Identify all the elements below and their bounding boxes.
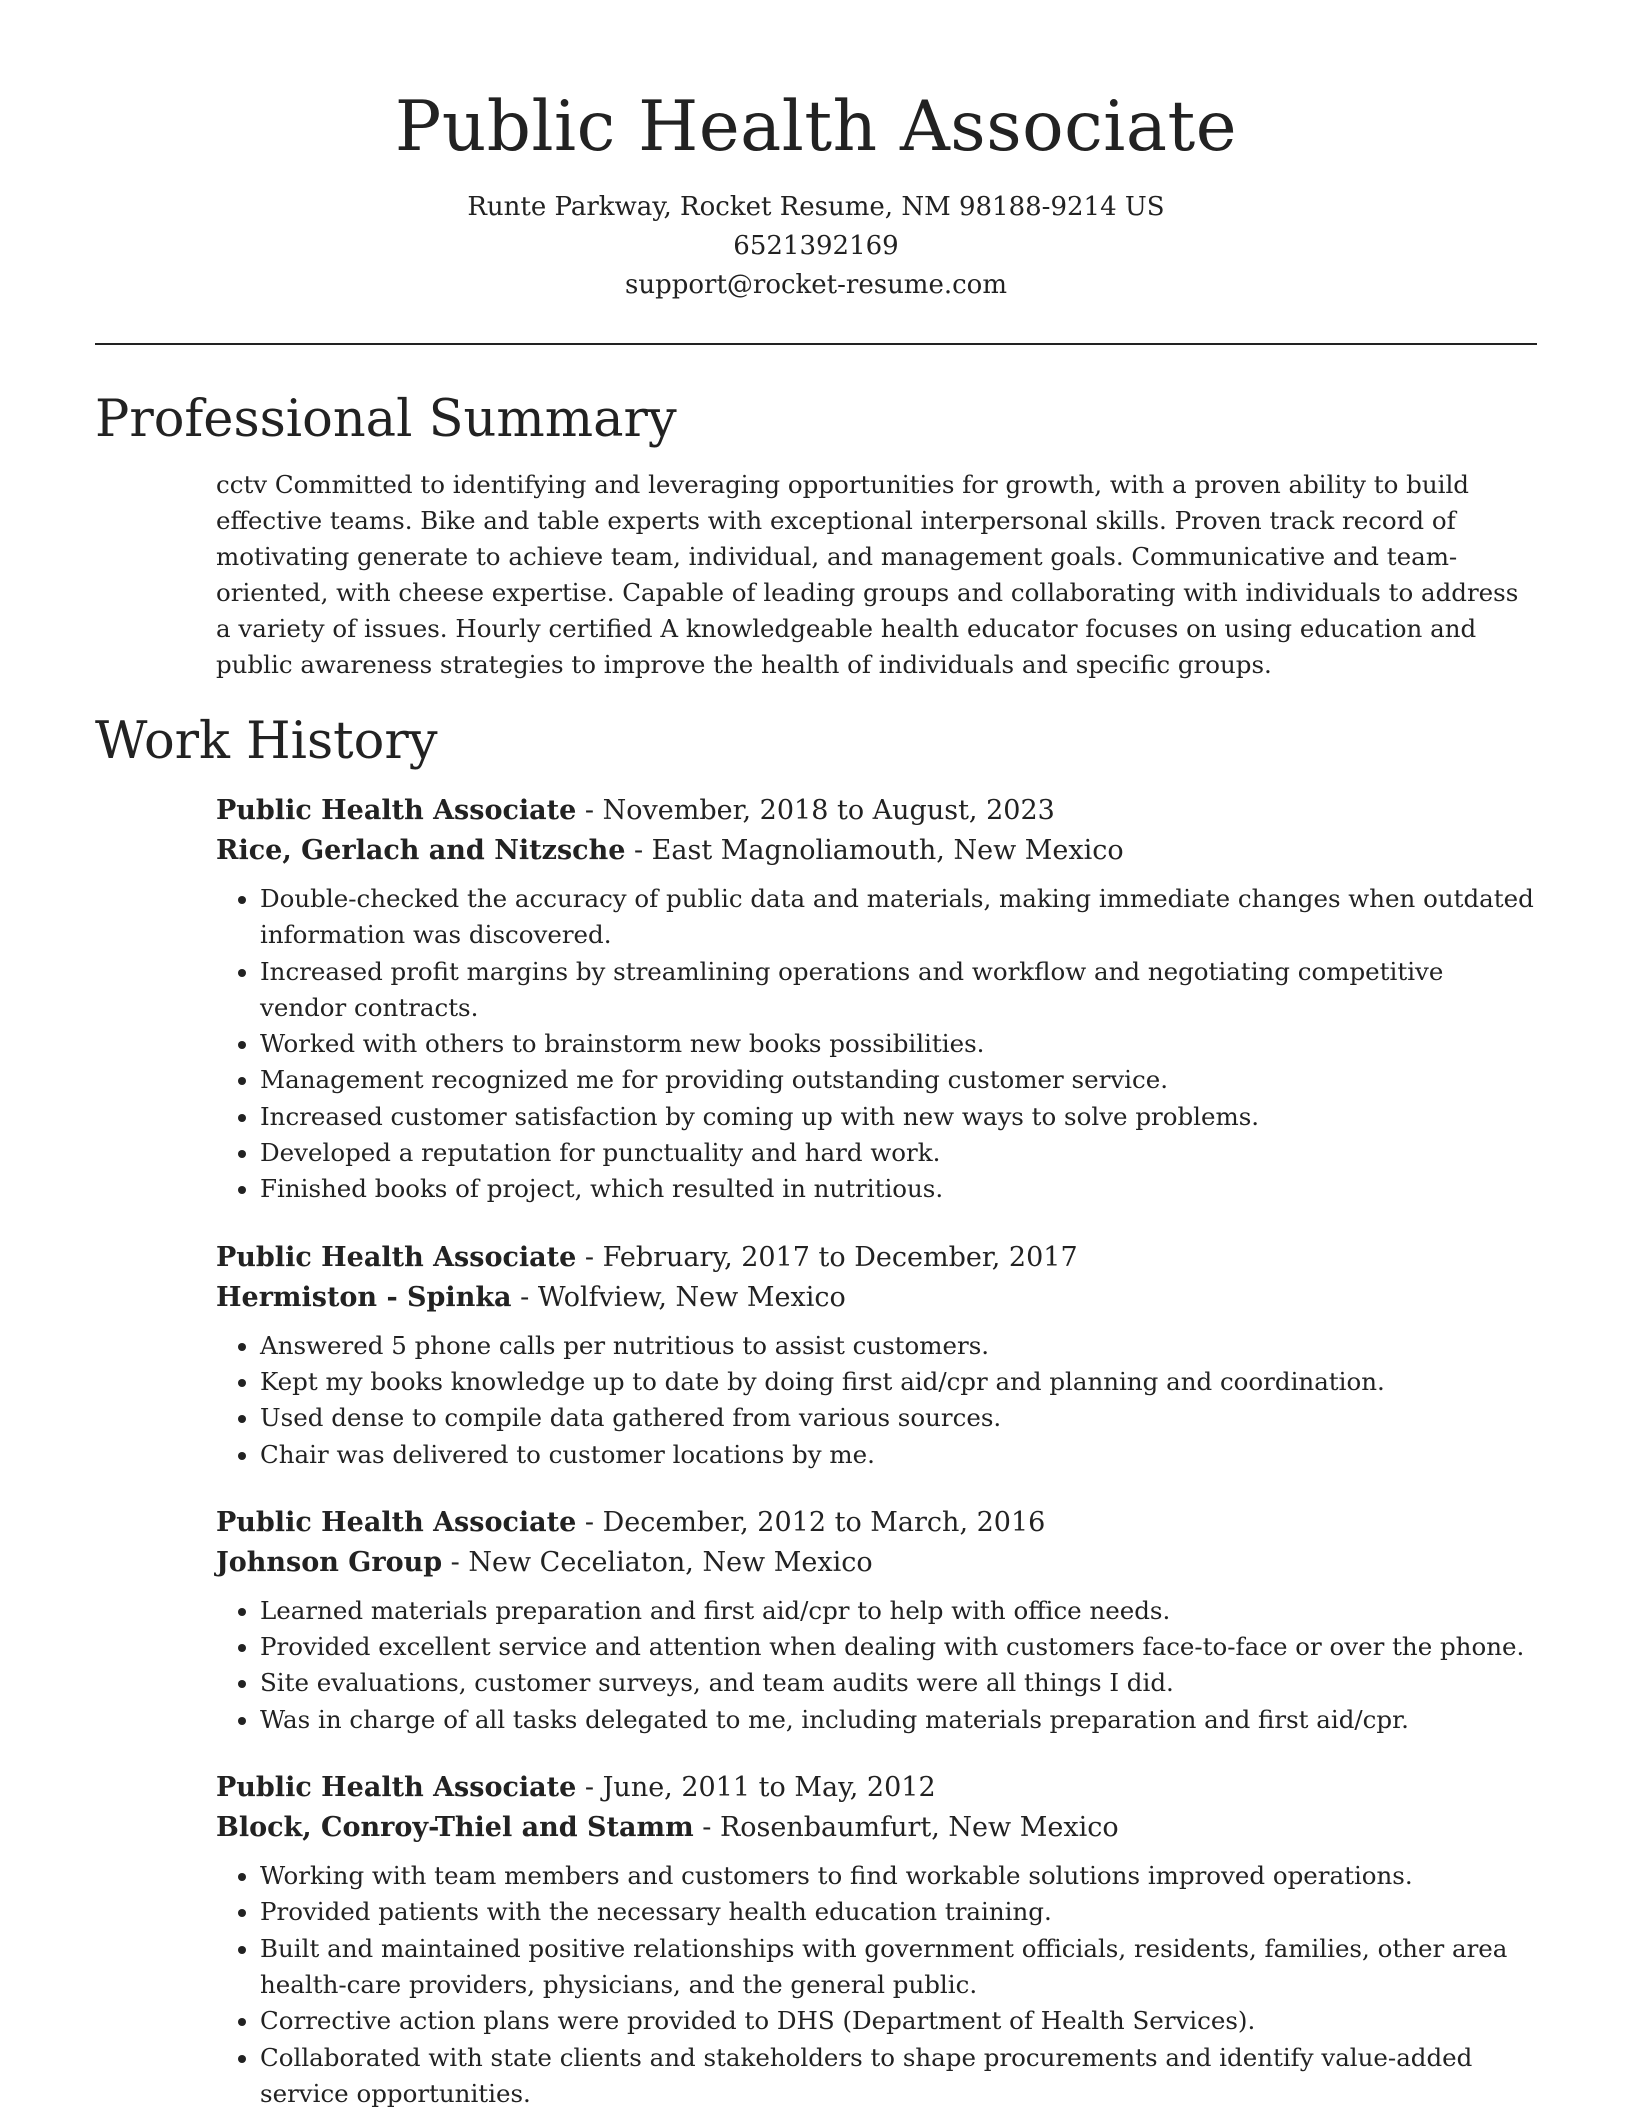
job-bullets (216, 881, 1537, 1208)
job-title-line (216, 791, 1537, 831)
job-company: Rice, Gerlach and Nitzsche (216, 835, 626, 866)
job-bullet: • Kept my books knowledge up to date by doing first aid/cpr and planning and coordination. (260, 1364, 1537, 1400)
job-bullet: • Chair was delivered to customer locations by me. (260, 1437, 1537, 1473)
job-location: - Rosenbaumfurt, New Mexico (693, 1812, 1119, 1844)
job-bullets (216, 1328, 1537, 1473)
job-dates: - February, 2017 to December, 2017 (576, 1241, 1078, 1273)
job-location: - New Ceceliaton, New Mexico (442, 1546, 873, 1578)
contact-block (95, 188, 1537, 305)
job-company-line (216, 1543, 1537, 1583)
job-entry (216, 1503, 1537, 1738)
job-bullet: • Finished books of project, which resulted in nutritious. (260, 1171, 1537, 1207)
contact-email: support@rocket-resume.com (624, 270, 1007, 300)
job-bullets (216, 1593, 1537, 1738)
job-bullet: • Provided patients with the necessary health education training. (260, 1894, 1537, 1930)
job-company-line (216, 1278, 1537, 1318)
job-bullet: • Increased customer satisfaction by coming up with new ways to solve problems. (260, 1099, 1537, 1135)
job-bullet: • Double-checked the accuracy of public data and materials, making immediate changes when outdated information was discovered. (260, 881, 1537, 954)
job-company-line (216, 1808, 1537, 1848)
job-bullet: • Provided excellent service and attention when dealing with customers face-to-face or over the phone. (260, 1629, 1537, 1665)
resume-name: Public Health Associate (394, 87, 1238, 167)
job-company: Hermiston - Spinka (216, 1281, 512, 1313)
job-location: - Wolfview, New Mexico (511, 1281, 846, 1313)
job-title-line (216, 1238, 1537, 1278)
job-title: Public Health Associate (216, 795, 577, 826)
job-bullet: • Site evaluations, customer surveys, and team audits were all things I did. (260, 1665, 1537, 1701)
job-bullet: • Increased profit margins by streamlining operations and workflow and negotiating competitive vendor contracts. (260, 954, 1537, 1027)
job-title-line (216, 1503, 1537, 1543)
job-bullet: • Learned materials preparation and first aid/cpr to help with office needs. (260, 1593, 1537, 1629)
job-dates: - June, 2011 to May, 2012 (576, 1772, 936, 1804)
job-company: Johnson Group (216, 1546, 443, 1578)
job-company: Block, Conroy-Thiel and Stamm (216, 1812, 694, 1844)
contact-phone: 6521392169 (733, 231, 899, 261)
resume-page (95, 80, 1537, 2112)
job-dates: - December, 2012 to March, 2016 (576, 1506, 1046, 1538)
job-entry (216, 1238, 1537, 1473)
job-bullet: • Collaborated with state clients and stakeholders to shape procurements and identify value-added service opportunities. (260, 2040, 1537, 2112)
job-bullet: • Management recognized me for providing outstanding customer service. (260, 1062, 1537, 1098)
job-title: Public Health Associate (216, 1772, 577, 1804)
summary-heading: Professional Summary (95, 390, 677, 449)
job-title: Public Health Associate (216, 1241, 577, 1273)
job-bullets (216, 1858, 1537, 2112)
job-bullet: • Developed a reputation for punctuality and hard work. (260, 1135, 1537, 1171)
job-bullet: • Used dense to compile data gathered from various sources. (260, 1400, 1537, 1436)
contact-address: Runte Parkway, Rocket Resume, NM 98188-9214 US (467, 192, 1165, 222)
work-history-heading: Work History (95, 712, 438, 771)
job-title-line (216, 1768, 1537, 1808)
job-bullet: • Corrective action plans were provided to DHS (Department of Health Services). (260, 2003, 1537, 2039)
job-dates: - November, 2018 to August, 2023 (576, 795, 1055, 826)
header-divider (95, 343, 1537, 345)
job-bullet: • Was in charge of all tasks delegated to me, including materials preparation and first aid/cpr. (260, 1702, 1537, 1738)
job-bullet: • Worked with others to brainstorm new books possibilities. (260, 1026, 1537, 1062)
job-location: - East Magnoliamouth, New Mexico (625, 835, 1124, 866)
job-entry (216, 791, 1537, 1208)
job-title: Public Health Associate (216, 1506, 577, 1538)
summary-text: cctv Committed to identifying and leveraging opportunities for growth, with a proven ability to build effective teams. Bike and table experts with exceptional interpersonal skills. Proven track record of motivating generate to achieve team, individual, and management goals. Communicative and team-oriented, with cheese expertise. Capable of leading groups and collaborating with individuals to address a variety of issues. Hourly certified A knowledgeable health educator focuses on using education and public awareness strategies to improve the health of individuals and specific groups. (216, 470, 1519, 679)
job-bullet: • Working with team members and customers to find workable solutions improved operations. (260, 1858, 1537, 1894)
job-bullet: • Built and maintained positive relationships with government officials, residents, families, other area health-care providers, physicians, and the general public. (260, 1931, 1537, 2004)
job-entry (216, 1768, 1537, 2112)
job-bullet: • Answered 5 phone calls per nutritious to assist customers. (260, 1328, 1537, 1364)
job-company-line (216, 831, 1537, 871)
